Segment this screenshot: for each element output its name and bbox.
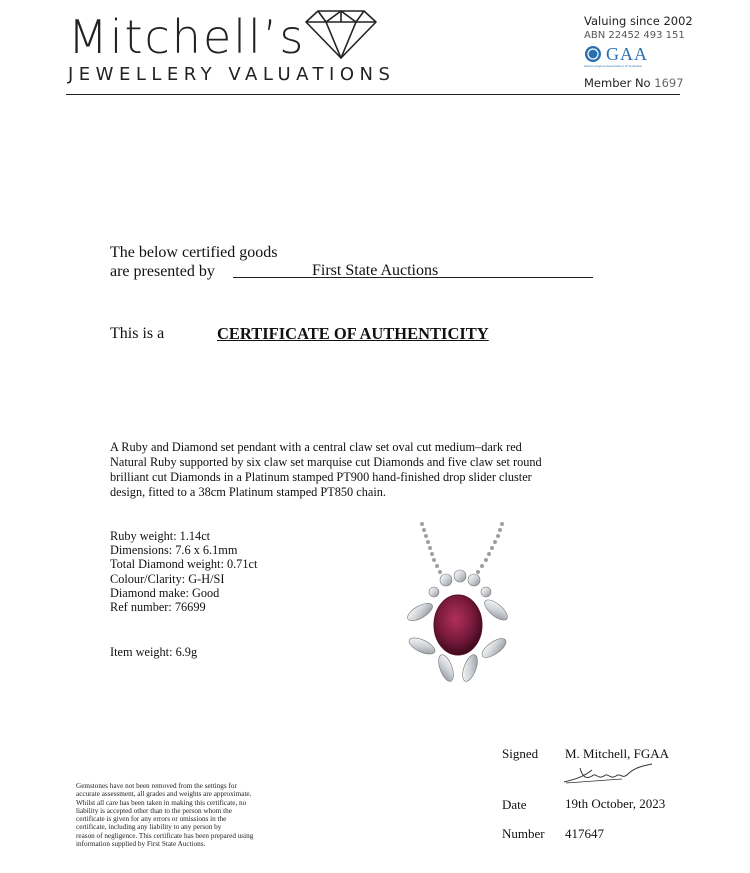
disclaimer-line: information supplied by First State Auctions. xyxy=(76,840,206,849)
intro-line-1: The below certified goods xyxy=(110,244,278,261)
pendant-photo xyxy=(398,520,518,695)
description-line: design, fitted to a 38cm Platinum stamped PT850 chain. xyxy=(110,485,386,499)
chain xyxy=(420,522,504,574)
certificate-number: 417647 xyxy=(565,826,604,841)
gaa-full-name: Gemmological Association of Australia xyxy=(584,64,642,68)
description-line: Natural Ruby supported by six claw set marquise cut Diamonds and five claw set round xyxy=(110,455,542,469)
brand-tagline: JEWELLERY VALUATIONS xyxy=(68,64,396,85)
spec-item: Diamond make: Good xyxy=(110,585,220,600)
member-number xyxy=(584,76,684,90)
specs-list xyxy=(110,529,257,614)
valuing-since: Valuing since 2002 xyxy=(584,14,693,28)
abn-number: ABN 22452 493 151 xyxy=(584,30,685,41)
certificate-date: 19th October, 2023 xyxy=(565,796,666,811)
presenter-name: First State Auctions xyxy=(312,262,439,279)
spec-item: Total Diamond weight: 0.71ct xyxy=(110,557,258,572)
number-label: Number xyxy=(502,826,545,841)
header-divider xyxy=(66,94,680,95)
disclaimer-line: certificate is given for any errors or omissions in the xyxy=(76,815,227,824)
description-line: A Ruby and Diamond set pendant with a central claw set oval cut medium–dark red xyxy=(110,440,522,454)
gaa-label: GAA xyxy=(606,44,648,64)
certificate-prefix: This is a xyxy=(110,325,165,342)
signature xyxy=(562,762,654,786)
member-label: Member No xyxy=(584,76,651,90)
disclaimer-line: accurate assessment, all grades and weights are approximate. xyxy=(76,790,252,799)
description-line: brilliant cut Diamonds in a Platinum stamped PT900 hand-finished drop slider cluster xyxy=(110,470,532,484)
diamond-icon xyxy=(302,8,380,60)
disclaimer xyxy=(76,782,253,848)
member-value: 1697 xyxy=(654,76,684,90)
disclaimer-line: Gemstones have not been removed from the settings for xyxy=(76,782,237,790)
spec-item: Ruby weight: 1.14ct xyxy=(110,529,211,543)
spec-item: Dimensions: 7.6 x 6.1mm xyxy=(110,543,238,558)
item-weight: Item weight: 6.9g xyxy=(110,645,198,659)
signed-label: Signed xyxy=(502,746,539,761)
spec-item: Ref number: 76699 xyxy=(110,600,206,615)
disclaimer-line: certificate, including any liability to any person by xyxy=(76,823,222,832)
disclaimer-line: Whilst all care has been taken in making this certificate, no xyxy=(76,798,247,807)
disclaimer-line: reason of negligence. This certificate has been prepared using xyxy=(76,831,254,840)
disclaimer-line: liability is accepted other than to the person whom the xyxy=(76,806,232,815)
description xyxy=(110,440,542,500)
intro-line-2: are presented by xyxy=(110,263,215,280)
signer-name: M. Mitchell, FGAA xyxy=(565,746,669,761)
gaa-emblem-icon xyxy=(584,45,602,63)
spec-item: Colour/Clarity: G-H/SI xyxy=(110,571,225,586)
brand-logo: Mitchell’s xyxy=(68,10,306,64)
ruby-stone xyxy=(434,595,482,655)
certificate-title: CERTIFICATE OF AUTHENTICITY xyxy=(217,324,489,343)
date-label: Date xyxy=(502,797,527,812)
